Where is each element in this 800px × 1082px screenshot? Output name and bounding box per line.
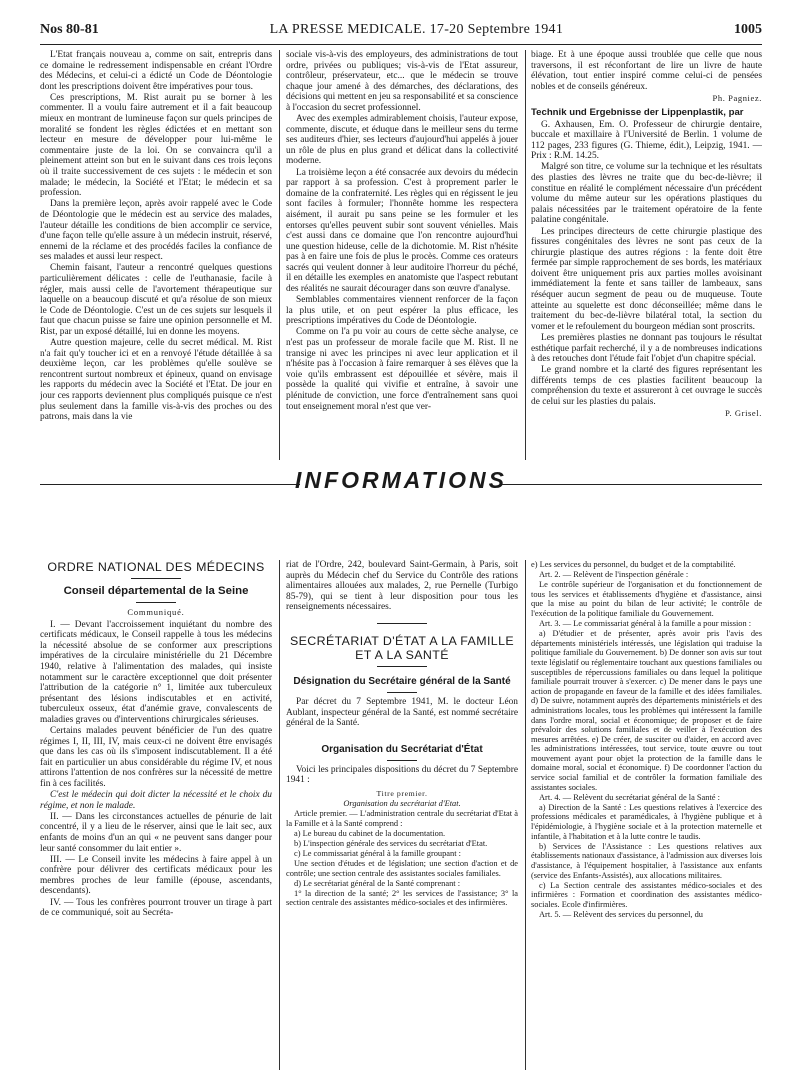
article-paragraph: a) D'étudier et de présenter, après avoir pris l'avis des départements ministériels intéressés, une législation qui traduise la politique familiale du Gouvernement. b) De donner son avis sur tout texte législatif ou réglementaire touchant aux questions familiales ou susceptibles de répercussions familiales ou dans lequel la politique familiale pourrait trouver à s'exercer. c) De mener dans le pays une action de propagande en faveur de la famille et des idées familiales. d) De suivre, notamment auprès des départements ministériels et des administrations locales, tous les problèmes qui intéressent la famille dans l'ordre moral, social et économique; de proposer et de faire prévaloir des solutions familiales et de veiller à l'exécution des mesures arrêtées. e) De créer, de susciter ou d'aider, en accord avec les administrations intéressées, tout service, toute œuvre ou tout mouvement ayant pour objet la protection de la famille dans le domaine moral, social et économique. f) De coordonner l'action du service social familial et de contrôler la formation familiale des assistantes sociales. bbox=[531, 629, 762, 792]
issue-date: 17-20 Septembre 1941 bbox=[429, 22, 564, 37]
info-column-3 bbox=[531, 560, 762, 1070]
article-paragraph: Article premier. — L'administration centrale du secrétariat d'Etat à la Famille et à la Santé comprend : bbox=[286, 809, 518, 828]
section-subtitle: Conseil départemental de la Seine bbox=[63, 585, 249, 597]
column-divider bbox=[525, 50, 526, 460]
communique-paragraph: Certains malades peuvent bénéficier de l'un des quatre régimes I, II, III, IV, mais ceux-ci ne doivent être envisagés que dans les cas où ils s'imposent indiscutablement. Il a été fait en particulier un abus considérable du régime IV, et nous attirons l'attention de nos confrères sur la nécessité de mettre fin à ces facilités. bbox=[40, 726, 272, 789]
article-paragraph: Art. 4. — Relèvent du secrétariat général de la Santé : bbox=[539, 792, 720, 802]
article-paragraph: c) La Section centrale des assistantes médico-sociales et des infirmières : Formation et coordination des assistantes médico-sociales. Ecole d'infirmières. bbox=[531, 880, 762, 909]
communique-body bbox=[40, 620, 272, 919]
book-title: Technik und Ergebnisse der Lippenplastik, par bbox=[531, 107, 744, 119]
article-paragraph: Le contrôle supérieur de l'organisation et du fonctionnement de tous les services et établissements d'hygiène et d'assistance, ainsi que la mise au point du bilan de leur activité; le contrôle de l'exécution de la politique familiale du Gouvernement. bbox=[531, 580, 762, 618]
article-paragraph: c) Le commissariat général à la famille groupant : bbox=[294, 849, 461, 858]
decree-paragraph: Par décret du 7 Septembre 1941, M. le docteur Léon Aublant, inspecteur général de la Santé, est nommé secrétaire général de la Santé. bbox=[286, 696, 518, 729]
review-paragraph: Dans la première leçon, après avoir rappelé avec le Code de Déontologie que le médecin est au service des malades, l'auteur détaille les conditions de bien accomplir ce service, d'une façon telle qu'elle assure à un médecin instruit, réservé, ennemi de la réclame et des procédés faciles la confiance de ses malades et aussi leur respect. bbox=[40, 199, 272, 263]
decree-articles bbox=[286, 789, 518, 908]
review-paragraph: Les premières plasties ne donnant pas toujours le résultat esthétique parfait recherché, il y a de nombreuses indications à des retouches dont l'étude fait l'objet d'un chapitre spécial. bbox=[531, 332, 762, 365]
review-paragraph: Chemin faisant, l'auteur a rencontré quelques questions particulièrement délicates : celle de l'euthanasie, facile à régler, mais aussi celle de l'avortement thérapeutique sur laquelle on a beaucoup discuté et qu'a résolue de son mieux le Code de Déontologie. C'est un de ces sujets sur lesquels il faut que chacun puisse se faire une opinion personnelle et M. Rist, par un exposé détaillé, lui en donne les moyens. bbox=[40, 263, 272, 337]
banner-rule-right bbox=[502, 484, 762, 485]
communique-paragraph: C'est le médecin qui doit dicter la nécessité et le choix du régime, et non le malade. bbox=[40, 790, 272, 811]
review-column-3 bbox=[531, 50, 762, 460]
article-paragraph: Une section d'études et de législation; une section d'action et de contrôle; une section centrale des assistantes sociales familiales. bbox=[286, 859, 518, 878]
subtitle-rule bbox=[136, 602, 176, 603]
review-signature: P. Grisel. bbox=[725, 408, 762, 419]
column-divider bbox=[279, 560, 280, 1070]
column-divider bbox=[279, 50, 280, 460]
article-paragraph: Art. 3. — Le commissariat général à la famille a pour mission : bbox=[539, 619, 752, 629]
titre-heading: Titre premier. bbox=[376, 788, 428, 798]
review-paragraph: Ces prescriptions, M. Rist aurait pu se borner à les commenter. Il a voulu faire autrement et il a fait beaucoup mieux en montrant de lumineuse façon sur quels principes de moralité se fondent les règles édictées et en mettant son lecteur en mesure de développer pour lui-même le commentaire juste de la loi. On se convaincra qu'il a pleinement atteint son but en le suivant dans ces trois leçons où il traite successivement de ces sujets : le médecin et son malade; le médecin, la Société et l'Etat; le médecin et sa profession. bbox=[40, 92, 272, 199]
article-paragraph: b) L'inspection générale des services du secrétariat d'Etat. bbox=[294, 838, 488, 848]
review-signature: Ph. Pagniez. bbox=[712, 92, 762, 103]
review-paragraph: L'Etat français nouveau a, comme on sait, entrepris dans ce domaine le redressement indispensable en créant l'Ordre des Médecins, et celui-ci a édicté un Code de Déontologie dont les prescriptions doivent être impératives pour tous. bbox=[40, 50, 272, 92]
article-paragraph: d) Le secrétariat général de la Santé comprenant : bbox=[294, 878, 461, 888]
subtitle-rule bbox=[387, 692, 417, 693]
issue-number: Nos 80-81 bbox=[40, 22, 99, 37]
article-list bbox=[286, 809, 518, 908]
title-rule bbox=[377, 666, 427, 667]
decree-intro: Voici les principales dispositions du décret du 7 Septembre 1941 : bbox=[286, 764, 518, 786]
review-paragraph: Comme on l'a pu voir au cours de cette sèche analyse, ce n'est pas un professeur de morale facile que M. Rist. Il ne transige ni avec les principes ni avec leur application et il n'hésite pas à l'occasion à faire remarquer à ses élèves que la voie qu'ils embrassent est dépouillée et sévère, mais il possède la qualité qui vivifie et entraîne, à savoir une plénitude de conviction, une force d'entraînement sans quoi tout enseignement moral n'est que ver- bbox=[286, 327, 518, 412]
section-rule bbox=[377, 623, 427, 624]
review-paragraph: Avec des exemples admirablement choisis, l'auteur expose, commente, discute, et éduque dans le meilleur sens du terme ses auditeurs d'hier, ses lecteurs d'aujourd'hui appelés à jouer un rôle de plus en plus grand et délicat dans la collectivité moderne. bbox=[286, 114, 518, 167]
titre-subheading: Organisation du secrétariat d'Etat. bbox=[343, 799, 461, 809]
section-title: ORDRE NATIONAL DES MÉDECINS bbox=[47, 560, 265, 574]
communique-paragraph: III. — Le Conseil invite les médecins à faire appel à un confrère pour délivrer des certificats médicaux pour les membres proches de leur famille (épouse, ascendants, descendants). bbox=[40, 854, 272, 897]
section-title: SECRÉTARIAT D'ÉTAT A LA FAMILLE ET A LA SANTÉ bbox=[289, 633, 515, 662]
page-header bbox=[40, 22, 762, 42]
article-paragraph: Art. 5. — Relèvent des services du personnel, du bbox=[539, 909, 703, 919]
book-review-body bbox=[531, 162, 762, 407]
section-subtitle: Désignation du Secrétaire général de la Santé bbox=[293, 675, 511, 687]
review-paragraph: Les principes directeurs de cette chirurgie plastique des fissures congénitales des lèvres ne sont pas ceux de la chirurgie plastique des autres régions : la fente doit être fermée par simple rapprochement de ses bords, les matériaux doivent être uniquement pris aux parties molles avoisinant immédiatement la fente et sans tailler de lambeaux, sans réséquer aucun segment de peau ou de muqueuse. Toute atteinte au squelette est donc déconseillée; même dans le traitement du bec-de-lièvre bilatéral total, la section du vomer et le refoulement du bourgeon médian sont proscrits. bbox=[531, 226, 762, 332]
communique-label: Communiqué. bbox=[127, 607, 185, 617]
communique-continuation: riat de l'Ordre, 242, boulevard Saint-Germain, à Paris, soit auprès du Médecin chef du Service du Contrôle des rations alimentaires allouées aux malades, 2, rue Pernelle (Turbigo 85-79), qui se tient à leur disposition pour tous les renseignements nécessaires. bbox=[286, 560, 518, 613]
info-column-1 bbox=[40, 560, 272, 1070]
review-paragraph: Semblables commentaires viennent renforcer de la façon la plus utile, et on peut espérer la plus efficace, les prescriptions impératives du Code de Déontologie. bbox=[286, 295, 518, 327]
review-paragraph: La troisième leçon a été consacrée aux devoirs du médecin par rapport à sa profession. C'est à proprement parler le domaine de la confraternité. Les règles qui en régissent le jeu sont faciles à formuler; l'honnête homme les respectera aisément, il aurait pu sans peine se les formuler et les entorses qu'elles peuvent subir sont souvent vénielles. Mais c'est aussi dans ce domaine que l'on rencontre aujourd'hui une question hideuse, celle de la dichotomie. M. Rist n'hésite pas à en faire une fois de plus le procès. Comme ces orateurs sacrés qui veulent donner à leur auditoire l'horreur du péché, il en détaille les exemples en anatomiste que l'aspect rebutant des réalités ne saurait décourager dans son œuvre d'analyse. bbox=[286, 167, 518, 295]
review-paragraph: Malgré son titre, ce volume sur la technique et les résultats des plasties des lèvres ne traite que du bec-de-lièvre; il constitue en réalité le complément nécessaire d'un précédent volume du même auteur sur les opérations plastiques du palais nécessitées par le traitement opératoire de la fente palatine congénitale. bbox=[531, 162, 762, 226]
info-column-2 bbox=[286, 560, 518, 1070]
article-paragraph: a) Le bureau du cabinet de la documentation. bbox=[294, 828, 446, 838]
informations-title: INFORMATIONS bbox=[295, 467, 507, 493]
review-paragraph: Le grand nombre et la clarté des figures représentant les différents temps de ces plasties facilitent beaucoup la compréhension du texte et assureront à cet ouvrage le succès de celui sur les plasties du palais. bbox=[531, 365, 762, 407]
review-paragraph: sociale vis-à-vis des employeurs, des administrations de tout ordre, privées ou publiques; vis-à-vis de l'Etat assureur, contrôleur, préservateur, etc... que le médecin se trouve chaque jour amené à des démarches, des déclarations, des décisions qui mettent en jeu sa responsabilité et sa conscience à l'occasion du secret professionnel. bbox=[286, 50, 518, 113]
journal-title bbox=[270, 22, 564, 38]
informations-banner bbox=[40, 467, 762, 503]
title-rule bbox=[131, 578, 181, 579]
article-paragraph: a) Direction de la Santé : Les questions relatives à l'exercice des professions médicales et paramédicales, à l'hygiène publique et à l'épidémiologie, à l'hygiène sociale et à la protection maternelle et infantile, à l'habitation et à la lutte contre le taudis. bbox=[531, 802, 762, 841]
article-paragraph: Art. 2. — Relèvent de l'inspection générale : bbox=[539, 570, 689, 580]
subtitle-rule bbox=[387, 760, 417, 761]
article-paragraph: 1° la direction de la santé; 2° les services de l'assistance; 3° la section centrale des assistantes médico-sociales et des infirmières. bbox=[286, 888, 518, 908]
header-rule bbox=[40, 44, 762, 45]
column-divider bbox=[525, 560, 526, 1070]
article-paragraph: e) Les services du personnel, du budget et de la comptabilité. bbox=[531, 560, 736, 569]
review-paragraph: Autre question majeure, celle du secret médical. M. Rist n'a fait qu'y toucher ici et en a renvoyé l'étude détaillée à sa deuxième leçon, car les problèmes qu'elle soulève se rencontrent surtout nombreux et épineux, quand on envisage les rapports du médecin avec la Société et l'Etat. De jour en jour ces rapports deviennent plus compliqués puisque ce n'est plus seulement dans la famille vis-à-vis des proches ou des patrons, mais dans la vie bbox=[40, 338, 272, 423]
article-paragraph: b) Services de l'Assistance : Les questions relatives aux établissements nationaux d'assistance, à l'admission aux diverses lois d'assistance, à l'équipement hospitalier, à l'assistance aux enfants (service des Enfants-Assistés), aux allocations militaires. bbox=[531, 841, 762, 880]
article-continuation bbox=[531, 560, 762, 919]
communique-paragraph: IV. — Tous les confrères pourront trouver un tirage à part de ce communiqué, soit au Secréta- bbox=[40, 897, 272, 919]
page-number: 1005 bbox=[733, 22, 762, 37]
communique-paragraph: II. — Dans les circonstances actuelles de pénurie de lait concentré, il y a lieu de le réserver, ainsi que le lait sec, aux enfants de moins d'un an qui « ne peuvent sans danger pour leur santé consommer du lait entier ». bbox=[40, 811, 272, 854]
review-column-1 bbox=[40, 50, 272, 460]
book-info: G. Axhausen, Em. O. Professeur de chirurgie dentaire, buccale et maxillaire à l'Université de Berlin. 1 volume de 112 pages, 233 figures (G. Thieme, édit.), Leipzig, 1941. — Prix : R.M. 14.25. bbox=[531, 119, 762, 162]
communique-paragraph: I. — Devant l'accroissement inquiétant du nombre des certificats médicaux, le Conseil rappelle à tous les médecins la nécessité absolue de se conformer aux prescriptions impératives de la circulaire ministérielle du 21 Décembre 1940, relative à l'alimentation des malades, qui insiste notamment sur le caractère exceptionnel que doit présenter l'attribution de la catégorie n° 1, limitée aux tuberculeux présentant des lésions indiscutables et en activité, tuberculeux osseux, état d'anémie grave, convalescents de maladies graves ou d'interventions chirurgicales sérieuses. bbox=[40, 619, 272, 725]
journal-name: LA PRESSE MEDICALE. bbox=[269, 22, 426, 37]
review-paragraph: biage. Et à une époque aussi troublée que celle que nous traversons, il est réconfortant de lire un livre de haute élévation, tout entier inspiré comme celui-ci de pensées nobles et de conseils généreux. bbox=[531, 50, 762, 92]
review-column-2 bbox=[286, 50, 518, 460]
section-subtitle: Organisation du Secrétariat d'État bbox=[321, 743, 483, 755]
